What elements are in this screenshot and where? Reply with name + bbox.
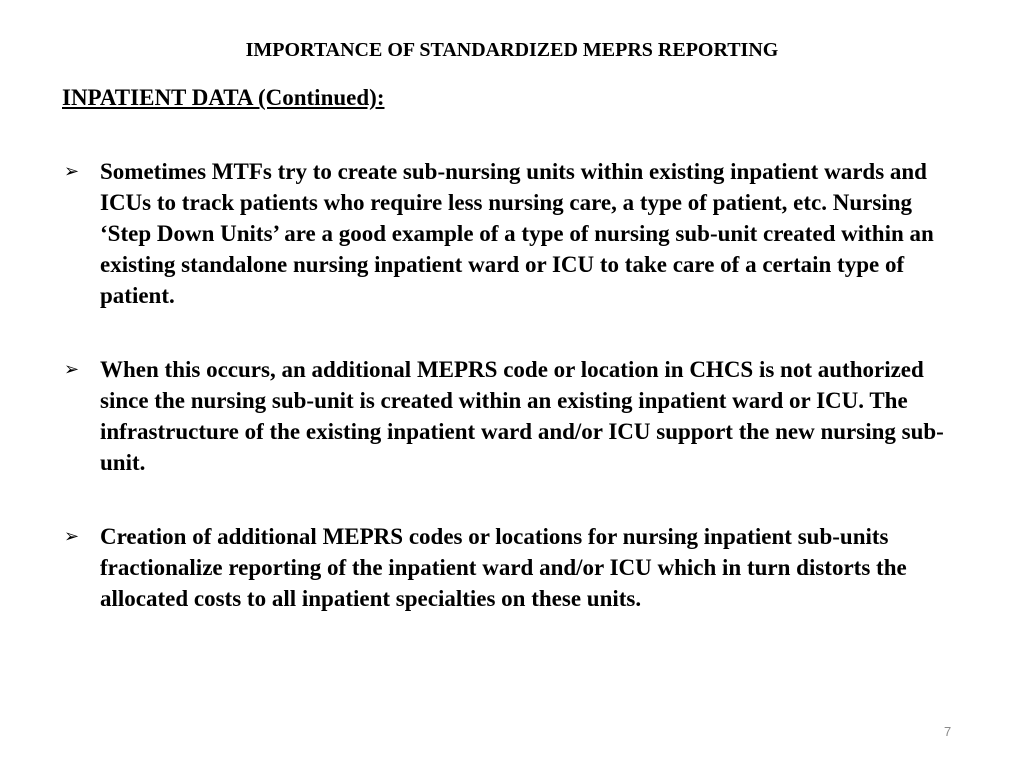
arrow-bullet-icon: ➢ [64, 161, 80, 182]
section-heading: INPATIENT DATA (Continued): [62, 85, 385, 110]
bullet-item [62, 354, 962, 478]
bullet-item [62, 156, 962, 311]
bullet-text: Creation of additional MEPRS codes or locations for nursing inpatient sub-units fractionalize reporting of the inpatient ward and/or ICU which in turn distorts the allocated costs to all inpatient specialties on these units. [100, 524, 907, 611]
bullet-item [62, 521, 962, 614]
slide-title: IMPORTANCE OF STANDARDIZED MEPRS REPORTING [245, 39, 779, 61]
arrow-bullet-icon: ➢ [64, 526, 80, 547]
arrow-bullet-icon: ➢ [64, 359, 80, 380]
bullet-list [62, 156, 962, 657]
page-number: 7 [944, 724, 952, 739]
bullet-text: Sometimes MTFs try to create sub-nursing units within existing inpatient wards and ICUs to track patients who require less nursing care, a type of patient, etc. Nursing ‘Step Down Units’ are a good example of a type of nursing sub-unit created within an existing standalone nursing inpatient ward or ICU to take care of a certain type of patient. [100, 159, 934, 308]
bullet-text: When this occurs, an additional MEPRS code or location in CHCS is not authorized since the nursing sub-unit is created within an existing inpatient ward or ICU. The infrastructure of the existing inpatient ward and/or ICU support the new nursing sub-unit. [100, 357, 944, 475]
